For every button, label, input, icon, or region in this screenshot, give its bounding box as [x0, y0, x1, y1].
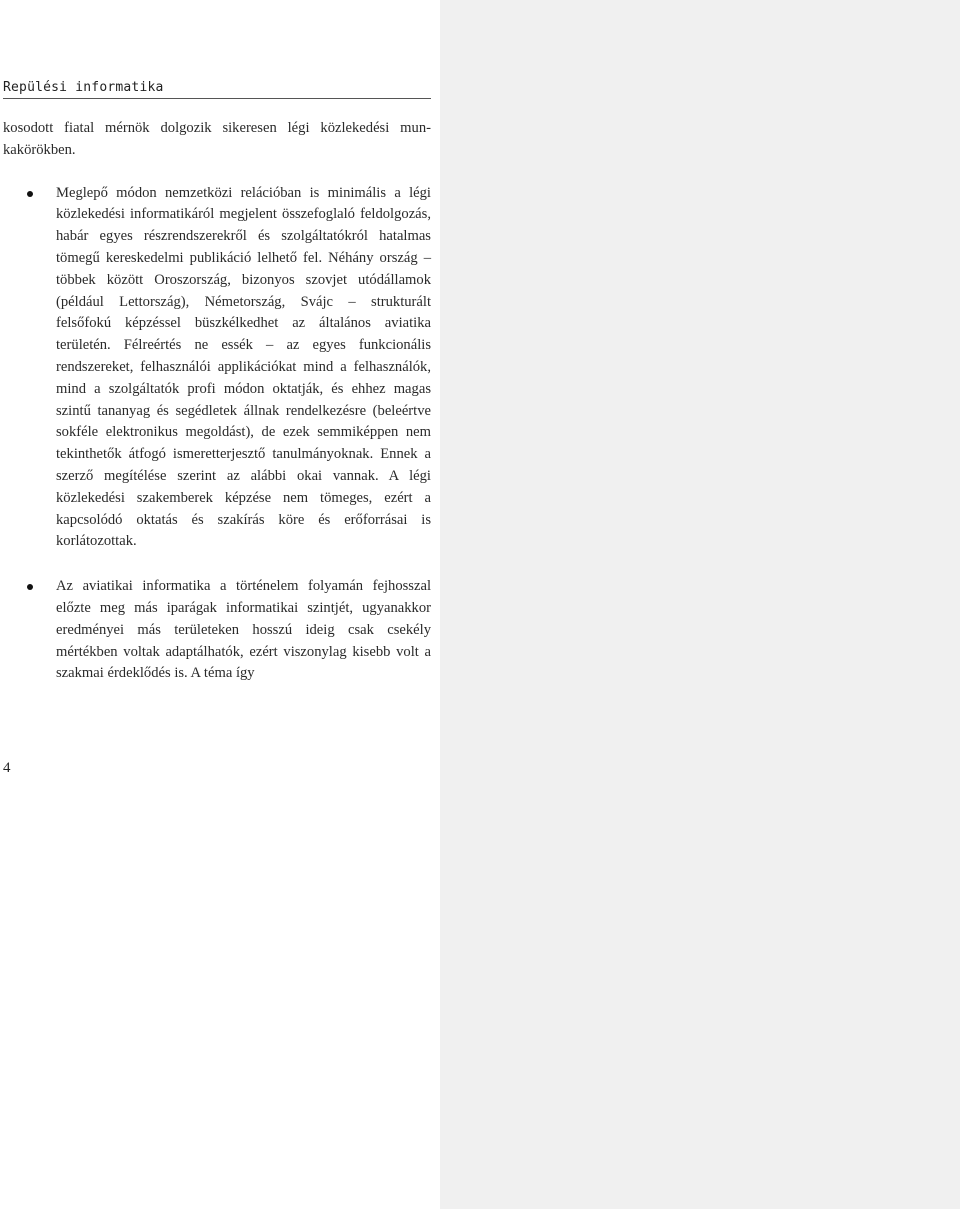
bullet-item-1-text: Meglepő módon nemzetközi relációban is minimális a légi közlekedési informatikáról megjelent összefoglaló feldolgozás, habár egyes részrendszerekről és szolgáltatókról hatalmas tömegű kereskedelmi publikáció lelhető fel. Néhány ország – többek között Oroszország, bizonyos szovjet utódállamok (például Lettország), Németország, Svájc – strukturált felsőfokú képzéssel büszkélkedhet az általános aviatika területén. Félreértés ne essék – az egyes funkcionális rendszereket, felhasználói applikációkat mind a felhasználók, mind a szolgáltatók profi módon oktatják, és ehhez magas szintű tananyag és segédletek állnak rendelkezésre (beleértve sokféle elektronikus megoldást), de ezek semmiképpen nem tekinthetők átfogó ismeretterjesztő tanulmányoknak. Ennek a szerző megítélése szerint az alábbi okai vannak. A légi közlekedési szakemberek képzése nem tömeges, ezért a kapcsolódó oktatás és szakírás köre és erőforrásai is korlátozottak.: [56, 184, 431, 550]
bullet-item-2-text: Az aviatikai informatika a történelem folyamán fejhosszal előzte meg más iparágak informatikai szintjét, ugyanakkor eredményei más területeken hosszú ideig csak csekély mértékben voltak adaptálhatók, ezért viszonylag kisebb volt a szakmai érdeklődés is. A téma így: [56, 578, 431, 682]
bullet-dot-icon: [27, 191, 33, 197]
page-number: 4: [3, 760, 11, 776]
running-header: Repülési informatika: [3, 80, 431, 99]
bullet-item-1: [3, 183, 431, 554]
bullet-list: [3, 183, 431, 686]
intro-paragraph: kosodott fiatal mérnök dolgozik sikeresen légi közlekedési munkakörökben.: [3, 120, 431, 158]
body-text: [3, 118, 431, 685]
bullet-item-2: [3, 576, 431, 685]
bullet-dot-icon: [27, 584, 33, 590]
right-gray-panel: [440, 0, 960, 1209]
document-page: [0, 0, 432, 1209]
